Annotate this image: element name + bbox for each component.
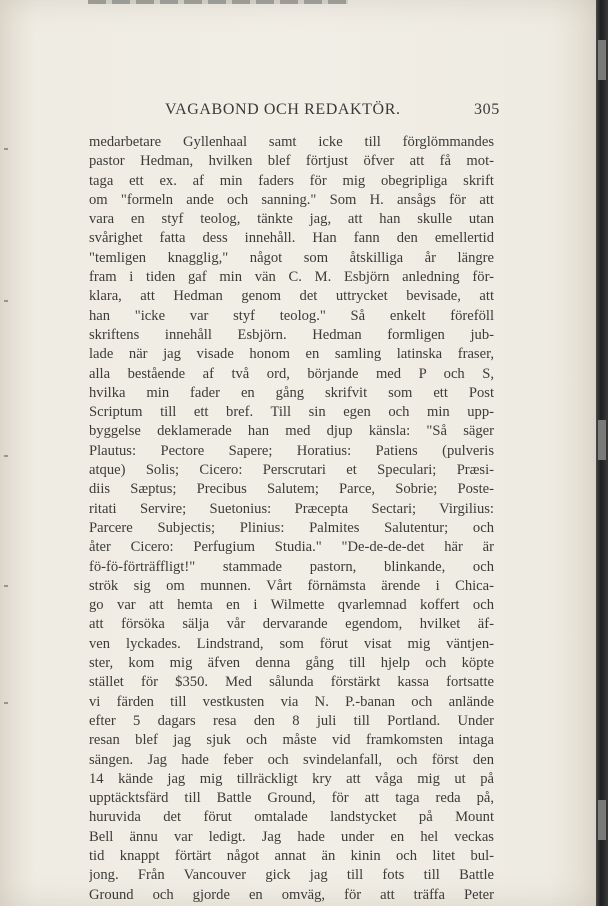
text-line: 14 kände jag mig tillräckligt kry att våga mig ut på — [89, 770, 494, 787]
text-line: atque) Solis; Cicero: Perscrutari et Speculari; Præsi- — [89, 462, 494, 479]
text-line: jong. Från Vancouver gick jag till fots till Battle — [89, 867, 494, 884]
running-title: VAGABOND OCH REDAKTÖR. — [165, 101, 401, 118]
text-line: "temligen knagglig," något som åtskilliga år längre — [89, 249, 494, 266]
text-line: ven lyckades. Lindstrand, som förut visat mig väntjen- — [89, 635, 494, 652]
text-line: upptäcktsfärd till Battle Ground, för att taga reda på, — [89, 790, 494, 807]
text-line: stället för $350. Med sålunda förstärkt kassa fortsatte — [89, 674, 494, 691]
text-line: om "formeln ande och sanning." Som H. ansågs för att — [89, 191, 494, 208]
text-line: han "icke var styf teolog." Så enkelt föreföll — [89, 307, 494, 324]
text-line: ritati Servire; Suetonius: Præcepta Sectari; Virgilius: — [89, 500, 494, 517]
text-line: pastor Hedman, hvilken blef förtjust öfver att få mot- — [89, 153, 494, 170]
margin-mark — [4, 300, 8, 302]
top-edge-strip — [88, 0, 348, 4]
text-line: alla bestående af två ord, börjande med P och S, — [89, 365, 494, 382]
text-line: Parcere Subjectis; Plinius: Palmites Salutentur; och — [89, 519, 494, 536]
text-line: medarbetare Gyllenhaal samt icke till förglömmandes — [89, 134, 494, 150]
margin-mark — [4, 148, 8, 150]
text-line: Ground och gjorde en omväg, för att träffa Peter — [89, 886, 494, 903]
text-line: efter 5 dagars resa den 8 juli till Portland. Under — [89, 712, 494, 729]
text-line: ster, kom mig äfven denna gång till hjelp och köpte — [89, 655, 494, 672]
text-line: sängen. Jag hade feber och svindelanfall, och först den — [89, 751, 494, 768]
text-line: vi färden till vestkusten via N. P.-banan och anlände — [89, 693, 494, 710]
text-line: Scriptum till ett bref. Till sin egen och min upp- — [89, 404, 494, 421]
text-line: diis Sæptus; Precibus Salutem; Parce, Sobrie; Poste- — [89, 481, 494, 498]
text-line: resan blef jag sjuk och måste vid framkomsten intaga — [89, 732, 494, 749]
text-line: hvilka min fader en gång skrifvit som ett Post — [89, 384, 494, 401]
text-line: tid knappt förtärt något annat än kinin och litet bul- — [89, 847, 494, 864]
margin-mark — [4, 585, 8, 587]
text-line: lade när jag visade honom en samling latinska fraser, — [89, 346, 494, 363]
margin-mark — [4, 455, 8, 457]
binding-edge — [596, 0, 608, 906]
text-line: fram i tiden gaf min vän C. M. Esbjörn anledning för- — [89, 269, 494, 286]
text-line: klara, att Hedman genom det uttrycket bevisade, att — [89, 288, 494, 305]
text-line: Bell ännu var ledigt. Jag hade under en hel veckas — [89, 828, 494, 845]
text-line: åter Cicero: Perfugium Studia." "De-de-de-det här är — [89, 539, 494, 556]
text-line: att försöka sälja vår dervarande egendom, hvilket äf- — [89, 616, 494, 633]
text-line: skriftens innehåll Esbjörn. Hedman formligen jub- — [89, 326, 494, 343]
body-text — [89, 133, 494, 905]
margin-mark — [4, 702, 8, 704]
text-line: taga ett ex. af min faders för mig obegripliga skrift — [89, 172, 494, 189]
text-line: byggelse deklamerade han med djup känsla: "Så säger — [89, 423, 494, 440]
text-line: huruvida det förut omtalade landstycket på Mount — [89, 809, 494, 826]
page-number: 305 — [474, 101, 500, 118]
text-line: strök sig om munnen. Vårt förnämsta ärende i Chica- — [89, 577, 494, 594]
text-line: Plautus: Pectore Sapere; Horatius: Patiens (pulveris — [89, 442, 494, 459]
text-line: go var att hemta en i Wilmette qvarlemnad koffert och — [89, 597, 494, 614]
running-head — [0, 101, 596, 123]
text-line: svårighet fatta dess innehåll. Han fann den emellertid — [89, 230, 494, 247]
text-line: vara en styf teolog, tänkte jag, att han skulle utan — [89, 211, 494, 228]
text-line: fö-fö-förträffligt!" stammade pastorn, blinkande, och — [89, 558, 494, 575]
